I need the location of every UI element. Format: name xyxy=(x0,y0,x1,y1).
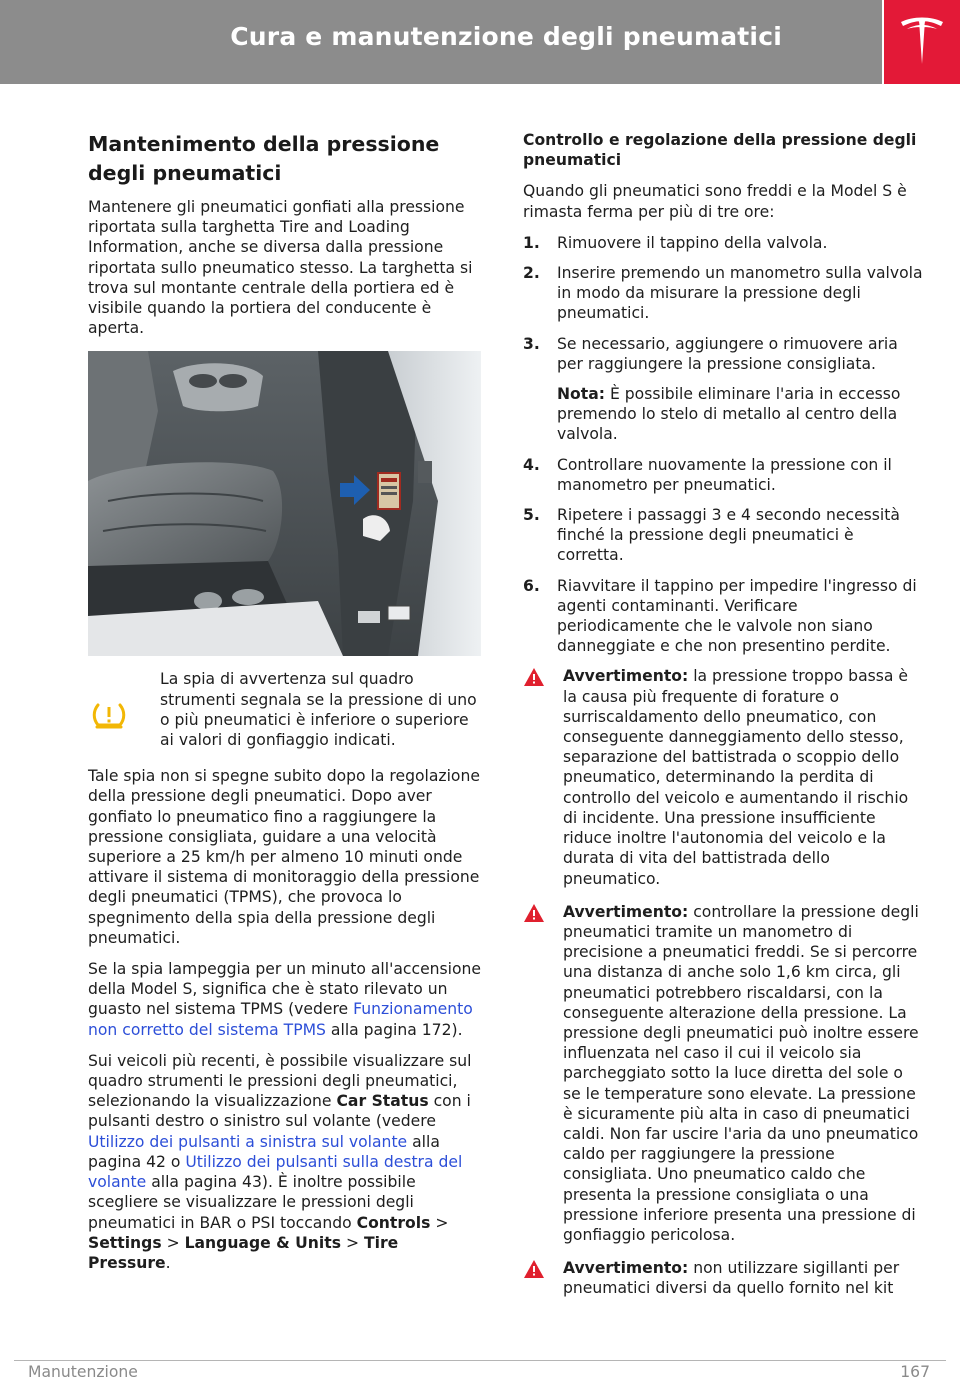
warning-block xyxy=(523,902,923,1245)
footer-section-name: Manutenzione xyxy=(28,1363,138,1381)
blink-text-1: Se la spia lampeggia per un minuto all'accensione della Model S, significa che è stato rilevato un guasto nel sistema TPMS (vedere xyxy=(88,960,482,1019)
note-label: Nota: xyxy=(557,385,605,404)
list-item xyxy=(523,505,923,566)
step-number: 3. xyxy=(523,334,540,353)
intro-paragraph: Mantenere gli pneumatici gonfiati alla pressione riportata sulla targhetta Tire and Loading Information, anche se diversa dalla pressione riportata sullo pneumatico stesso. La targhetta si trova sul montante centrale della portiera ed è visibile quando la portiera del conducente è aperta. xyxy=(88,198,473,338)
step-number: 6. xyxy=(523,576,540,595)
step-text: Riavvitare il tappino per impedire l'ingresso di agenti contaminanti. Verificare periodicamente che le valvole non siano danneggiate e che non presentino perdite. xyxy=(557,576,917,656)
right-wheel-buttons-link[interactable]: Utilizzo dei pulsanti sulla destra del volante xyxy=(88,1152,463,1192)
warning-block xyxy=(523,666,923,888)
step-text: Controllare nuovamente la pressione con il manometro per pneumatici. xyxy=(557,455,892,494)
footer-divider xyxy=(14,1360,946,1361)
blink-paragraph xyxy=(88,959,484,1040)
warning-triangle-icon xyxy=(523,667,545,687)
car-status-term: Car Status xyxy=(336,1092,429,1111)
door-pillar-illustration xyxy=(88,351,481,656)
tpms-warning-icon xyxy=(92,701,126,729)
warning-label: Avvertimento: xyxy=(563,1259,689,1278)
tpms-malfunction-link[interactable]: Funzionamento non corretto del sistema TPMS xyxy=(88,1000,473,1039)
tpms-indicator-block xyxy=(88,669,484,750)
step-number: 5. xyxy=(523,506,540,525)
step-text: Rimuovere il tappino della valvola. xyxy=(557,233,828,252)
recent-text-2: con i pulsanti destro o sinistro sul volante (vedere xyxy=(88,1092,471,1131)
blink-text-2: alla pagina 172). xyxy=(325,1020,463,1039)
procedure-steps xyxy=(523,233,923,374)
section-heading: Mantenimento della pressione degli pneumatici xyxy=(88,132,440,185)
controls-term: Controls xyxy=(356,1213,431,1232)
warning-body: controllare la pressione degli pneumatici tramite un manometro di precisione a pneumatici freddi. Se si percorre una distanza di anche solo 1,6 km circa, gli pneumatici potrebbero riscaldarsi, con la conseguente alterazione della pressione. La pressione degli pneumatici può inoltre essere influenzata nel caso il cui il veicolo sia parcheggiato sotto la luce diretta del sole o se le temperature sono elevate. La pressione è sicuramente più alta in caso di pneumatici caldi. Non far uscire l'aria da uno pneumatico caldo per raggiungere la pressione consigliata. Uno pneumatico caldo che presenta la pressione consigliata o una pressione inferiore presenta una pressione di gonfiaggio pericolosa. xyxy=(563,902,919,1244)
tire-pressure-term: Tire Pressure xyxy=(88,1233,399,1272)
right-column xyxy=(523,130,923,1312)
warning-icon-wrap xyxy=(523,1258,563,1298)
tpms-indicator-text: La spia di avvertenza sul quadro strumenti segnala se la pressione di uno o più pneumatici è inferiore o superiore ai valori di gonfiaggio indicati. xyxy=(160,670,477,750)
warning-icon-wrap xyxy=(523,666,563,888)
list-item xyxy=(523,263,923,324)
subsection-heading: Controllo e regolazione della pressione degli pneumatici xyxy=(523,131,917,170)
recent-text-1: Sui veicoli più recenti, è possibile visualizzare sul quadro strumenti le pressioni degli pneumatici, selezionando la visualizzazione xyxy=(88,1051,472,1111)
recent-vehicles-paragraph xyxy=(88,1051,484,1273)
door-pillar-photo xyxy=(88,351,481,656)
right-intro: Quando gli pneumatici sono freddi e la Model S è rimasta ferma per più di tre ore: xyxy=(523,182,907,221)
footer-page-number: 167 xyxy=(900,1363,930,1381)
note-block xyxy=(557,384,923,445)
step-text: Inserire premendo un manometro sulla valvola in modo da misurare la pressione degli pneumatici. xyxy=(557,264,923,323)
list-item xyxy=(523,576,923,657)
step-number: 1. xyxy=(523,233,540,252)
warning-icon-wrap xyxy=(523,902,563,1245)
path-separator: > xyxy=(340,1233,364,1252)
warning-text xyxy=(563,1258,923,1298)
path-separator: > xyxy=(430,1213,449,1232)
language-units-term: Language & Units xyxy=(184,1233,341,1252)
page-title: Cura e manutenzione degli pneumatici xyxy=(230,22,782,51)
settings-term: Settings xyxy=(88,1233,162,1252)
left-wheel-buttons-link[interactable]: Utilizzo dei pulsanti a sinistra sul volante xyxy=(88,1132,408,1151)
step-number: 4. xyxy=(523,455,540,474)
tesla-logo-icon xyxy=(899,16,945,68)
warning-text xyxy=(563,666,923,888)
recent-text-3: alla pagina 42 o xyxy=(88,1132,440,1171)
spia-paragraph: Tale spia non si spegne subito dopo la regolazione della pressione degli pneumatici. Dopo aver gonfiato lo pneumatico fino a raggiungere la pressione consigliata, guidare a una velocità superiore a 25 km/h per almeno 10 minuti onde attivare il sistema di monitoraggio della pressione degli pneumatici (TPMS), che provoca lo spegnimento della spia della pressione degli pneumatici. xyxy=(88,767,480,947)
list-item xyxy=(523,233,923,253)
left-column xyxy=(88,130,484,1284)
step-number: 2. xyxy=(523,264,540,283)
logo-box xyxy=(884,0,960,84)
warning-body: la pressione troppo bassa è la causa più frequente di forature o surriscaldamento dello pneumatico, con conseguente danneggiamento dello stesso, separazione del battistrada o scoppio dello pneumatico, determinando la perdita di controllo del veicolo e aumentando il rischio di incidente. Una pressione insufficiente riduce inoltre l'autonomia del veicolo e la durata di vita del battistrada dello pneumatico. xyxy=(563,667,909,888)
warning-text xyxy=(563,902,923,1245)
warning-triangle-icon xyxy=(523,903,545,923)
list-item xyxy=(523,334,923,374)
recent-text-4: alla pagina 43). È inoltre possibile scegliere se visualizzare le pressioni degli pneumatici in BAR o PSI toccando xyxy=(88,1173,416,1232)
header-bar xyxy=(0,0,882,84)
warning-label: Avvertimento: xyxy=(563,902,689,921)
warning-label: Avvertimento: xyxy=(563,667,689,686)
warning-block xyxy=(523,1258,923,1298)
step-text: Se necessario, aggiungere o rimuovere aria per raggiungere la pressione consigliata. xyxy=(557,334,898,373)
tpms-icon-wrap xyxy=(88,669,160,729)
recent-text-end: . xyxy=(165,1253,171,1272)
step-text: Ripetere i passaggi 3 e 4 secondo necessità finché la pressione degli pneumatici è corretta. xyxy=(557,506,900,565)
path-separator: > xyxy=(161,1233,185,1252)
procedure-steps-cont xyxy=(523,455,923,657)
warning-triangle-icon xyxy=(523,1259,545,1279)
note-text: È possibile eliminare l'aria in eccesso premendo lo stelo di metallo al centro della valvola. xyxy=(557,385,901,444)
list-item xyxy=(523,455,923,495)
warning-body: non utilizzare sigillanti per pneumatici diversi da quello fornito nel kit xyxy=(563,1259,900,1298)
